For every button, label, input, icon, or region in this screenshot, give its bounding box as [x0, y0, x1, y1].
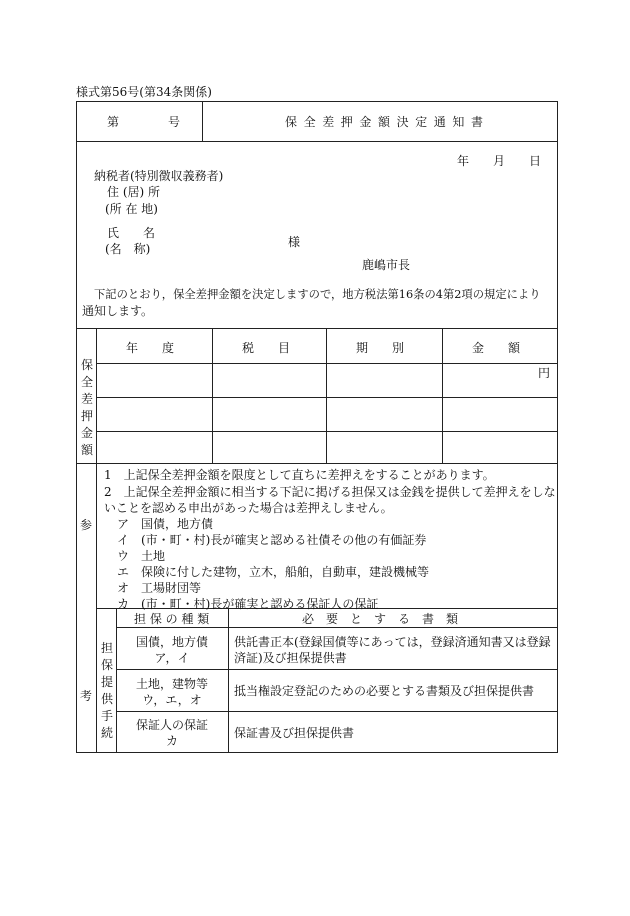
required-docs-line-1: 供託書正本(登録国債等にあっては，登録済通知書又は登録 — [234, 635, 551, 649]
collateral-type-line-1: 保証人の保証 — [135, 718, 208, 732]
location-label: (所 在 地) — [105, 202, 158, 216]
amount-unit: 円 — [538, 366, 551, 380]
date-month: 月 — [493, 154, 506, 168]
name-label: 氏 名 — [107, 226, 156, 240]
header-fiscal-year: 年 度 — [126, 341, 175, 355]
document-title: 保全差押金額決定通知書 — [285, 115, 490, 129]
issuer-name: 鹿嶋市長 — [362, 258, 411, 272]
collateral-type-line-1: 国債，地方債 — [135, 635, 208, 649]
collateral-type-line-1: 土地，建物等 — [135, 677, 208, 691]
required-docs-line-1: 保証書及び担保提供書 — [234, 726, 355, 740]
header-amount: 金 額 — [472, 341, 521, 355]
collateral-list-item: イ (市・町・村)長が確実と認める社債その他の有価証券 — [117, 533, 427, 547]
header-collateral-type: 担 保 の 種 類 — [134, 612, 210, 626]
collateral-list-item: オ 工場財団等 — [117, 581, 202, 595]
collateral-type-line-2: カ — [165, 734, 178, 748]
number-suffix: 号 — [168, 115, 181, 129]
note-item-2-line-1: 2 上記保全差押金額に相当する下記に掲げる担保又は金銭を提供して差押えをしな — [104, 485, 556, 499]
notice-line-2: 通知します。 — [82, 304, 154, 318]
notice-line-1: 下記のとおり，保全差押金額を決定しますので，地方税法第16条の4第2項の規定により — [94, 288, 541, 301]
taxpayer-label: 納税者(特別徴収義務者) — [94, 169, 224, 183]
date-year: 年 — [457, 154, 470, 168]
date-day: 日 — [529, 154, 542, 168]
notes-side-label-top: 参 — [80, 518, 93, 532]
amount-side-label: 保 全 差 押 金 額 — [80, 358, 93, 457]
procedure-side-label: 担 保 提 供 手 続 — [100, 641, 113, 740]
collateral-list-item: カ (市・町・村)長が確実と認める保証人の保証 — [117, 597, 379, 611]
corp-name-label: (名 称) — [105, 242, 151, 256]
required-docs-line-1: 抵当権設定登記のための必要とする書類及び担保提供書 — [234, 684, 535, 698]
header-period: 期 別 — [356, 341, 405, 355]
form-label: 様式第56号(第34条関係) — [76, 85, 212, 99]
collateral-type-line-2: ア，イ — [154, 651, 190, 665]
required-docs-line-2: 済証)及び担保提供書 — [234, 651, 347, 665]
notes-side-label-bottom: 考 — [80, 689, 93, 703]
note-item-2-line-2: いことを認める申出があった場合は差押えしません。 — [104, 501, 393, 515]
collateral-list-item: エ 保険に付した建物，立木，船舶，自動車，建設機械等 — [117, 565, 430, 579]
address-label: 住 (居) 所 — [107, 185, 160, 199]
collateral-list-item: ウ 土地 — [117, 549, 166, 563]
header-tax-item: 税 目 — [242, 341, 291, 355]
collateral-list-item: ア 国債，地方債 — [117, 517, 214, 531]
note-item-1: 1 上記保全差押金額を限度として直ちに差押えをすることがあります。 — [104, 468, 495, 482]
number-prefix: 第 — [107, 115, 120, 129]
collateral-type-line-2: ウ，エ，オ — [142, 693, 202, 707]
honorific: 様 — [288, 235, 301, 249]
header-required-docs: 必 要 と す る 書 類 — [302, 612, 459, 626]
